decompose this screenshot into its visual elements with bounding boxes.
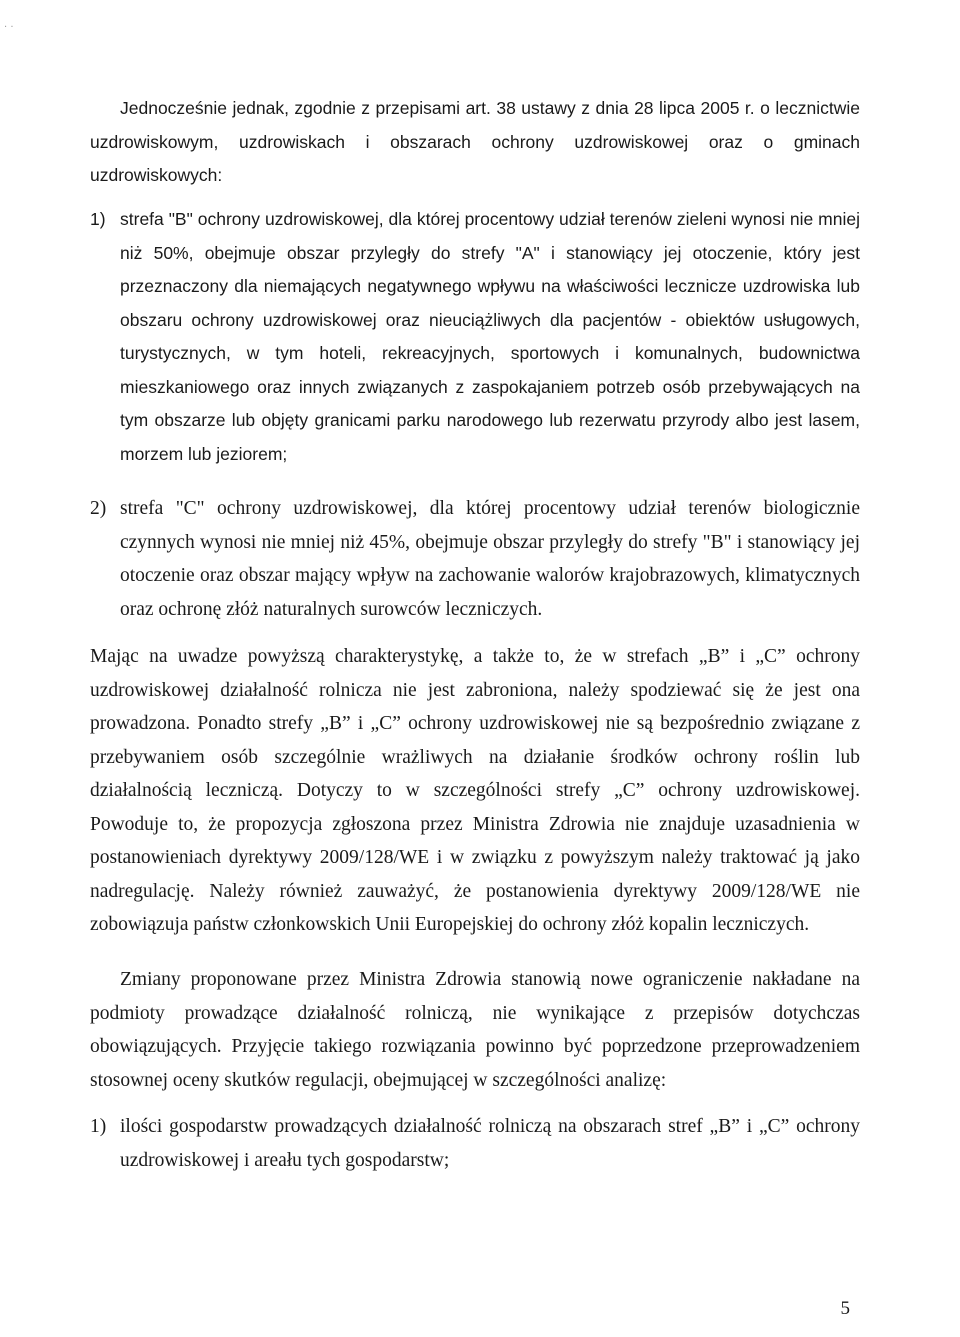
page-number: 5 xyxy=(840,1298,850,1319)
list-item-text: strefa "C" ochrony uzdrowiskowej, dla której procentowy udział terenów biologicznie czynnych wynosi nie mniej niż 45%, obejmuje obszar przyległy do strefy "B" i stanowiący jej otoczenie oraz obszar mający wpływ na zachowanie walorów krajobrazowych, klimatycznych oraz ochronę złóż naturalnych surowców leczniczych. xyxy=(120,498,860,620)
list-number: 2) xyxy=(90,498,107,519)
list-number: 1) xyxy=(90,1116,107,1137)
list-item-strefa-c xyxy=(90,492,860,626)
paragraph-analysis: Mając na uwadze powyższą charakterystykę, a także to, że w strefach „B” i „C” ochrony uzdrowiskowej działalność rolnicza nie jest zabroniona, należy spodziewać się że jest ona prowadzona. Ponadto strefy „B” i „C” ochrony uzdrowiskowej nie są bezpośrednio związane z przebywaniem osób szczególnie wrażliwych na działanie środków ochrony roślin lub działalnością leczniczą. Dotyczy to w szczególności strefy „C” ochrony uzdrowiskowej. Powoduje to, że propozycja zgłoszona przez Ministra Zdrowia nie znajduje uzasadnienia w postanowieniach dyrektywy 2009/128/WE i w związku z powyższym należy traktować ją jako nadregulację. Należy również zauważyć, że postanowienia dyrektywy 2009/128/WE nie zobowiązuja państw członkowskich Unii Europejskiej do ochrony złóż kopalin leczniczych. xyxy=(90,646,860,935)
list-item-text: ilości gospodarstw prowadzących działalność rolniczą na obszarach stref „B” i „C” ochrony uzdrowiskowej i areału tych gospodarstw; xyxy=(120,1116,860,1171)
list-number: 1) xyxy=(90,209,106,229)
paragraph-intro: Jednocześnie jednak, zgodnie z przepisami art. 38 ustawy z dnia 28 lipca 2005 r. o lecznictwie uzdrowiskowym, uzdrowiskach i obszarach ochrony uzdrowiskowej oraz o gminach uzdrowiskowych: xyxy=(90,98,860,185)
list-item-analysis-point xyxy=(90,1110,860,1177)
paragraph-proposed-changes: Zmiany proponowane przez Ministra Zdrowia stanowią nowe ograniczenie nakładane na podmioty prowadzące działalność rolniczą, nie wynikające z przepisów dotychczas obowiązujących. Przyjęcie takiego rozwiązania powinno być poprzedzone przeprowadzeniem stosownej oceny skutków regulacji, obejmującej w szczególności analizę: xyxy=(90,969,860,1091)
scan-artifact-mark: · · xyxy=(4,22,14,33)
list-item-strefa-b xyxy=(90,203,860,471)
list-item-text: strefa "B" ochrony uzdrowiskowej, dla której procentowy udział terenów zieleni wynosi nie mniej niż 50%, obejmuje obszar przyległy do strefy "A" i stanowiący jej otoczenie, który jest przeznaczony dla niemających negatywnego wpływu na właściwości lecznicze uzdrowiska lub obszaru ochrony uzdrowiskowej oraz nieuciążliwych dla pacjentów - obiektów usługowych, turystycznych, w tym hoteli, rekreacyjnych, sportowych i komunalnych, budownictwa mieszkaniowego oraz innych związanych z zaspokajaniem potrzeb osób przebywających na tym obszarze lub objęty granicami parku narodowego lub rezerwatu przyrody albo jest lasem, morzem lub jeziorem; xyxy=(120,209,860,464)
